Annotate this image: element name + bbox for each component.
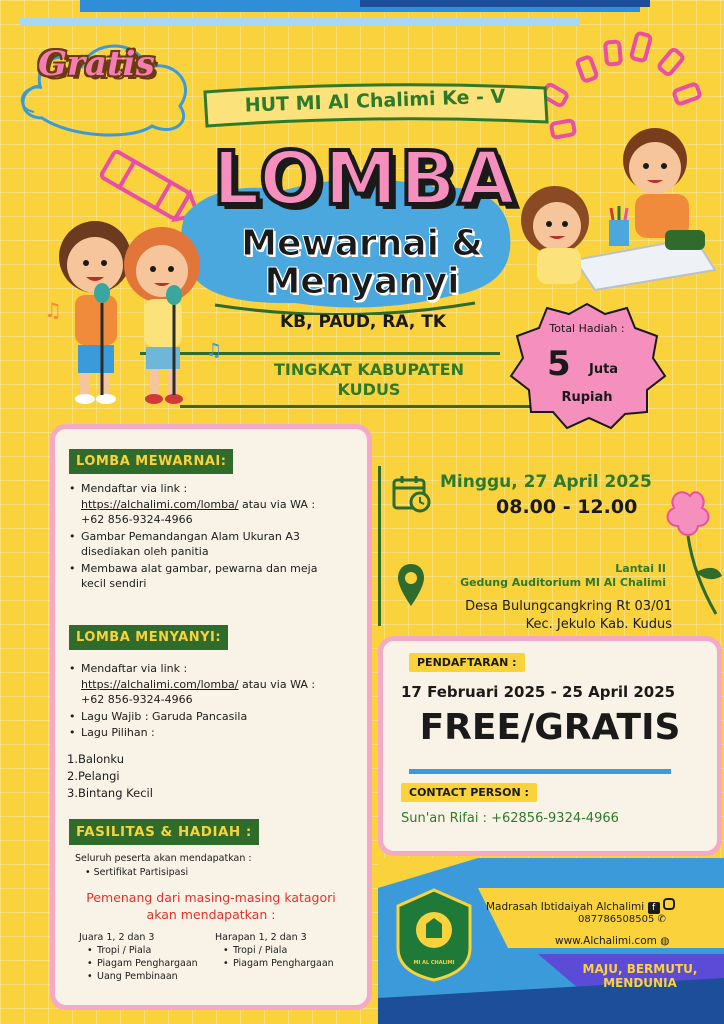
contact-person: Sun'an Rifai : +62856-9324-4966 — [401, 811, 619, 826]
globe-icon: ◍ — [660, 935, 670, 947]
prize-badge — [507, 300, 667, 430]
ribbon-banner — [195, 80, 555, 130]
mewarnai-item-paper: • Gambar Pemandangan Alam Ukuran A3 disediakan oleh panitia — [69, 529, 359, 560]
school-website: www.Alchalimi.com ◍ — [555, 935, 670, 947]
top-stripe-light — [20, 18, 580, 26]
singing-children-illustration — [40, 205, 200, 415]
panel-divider — [409, 769, 671, 774]
mewarnai-heading: LOMBA MEWARNAI: — [69, 449, 233, 474]
menyanyi-item-wajib: • Lagu Wajib : Garuda Pancasila — [69, 709, 359, 725]
juara-heading: Juara 1, 2 dan 3 — [79, 932, 155, 943]
facebook-icon[interactable]: f — [648, 902, 660, 914]
school-motto: MAJU, BERMUTU, MENDUNIA — [582, 962, 698, 990]
whatsapp-icon[interactable]: ✆ — [657, 914, 666, 925]
tingkat-line-2: KUDUS — [337, 380, 401, 399]
harapan-item: • Piagam Penghargaan — [215, 957, 334, 970]
school-phone: 087786508505 ✆ — [578, 914, 666, 925]
music-note-icon-2: ♫ — [206, 340, 223, 361]
top-stripe-dark — [360, 0, 650, 7]
tingkat-line-1: TINGKAT KABUPATEN — [273, 360, 464, 379]
instagram-icon[interactable] — [663, 898, 675, 910]
mewarnai-item-tools: • Membawa alat gambar, pewarna dan meja kecil sendiri — [69, 561, 359, 592]
winner-text: Pemenang dari masing-masing katagori akan mendapatkan : — [86, 890, 336, 922]
menyanyi-phone: +62 856-9324-4966 — [81, 693, 193, 706]
school-logo-emblem — [392, 888, 476, 982]
prize-amount: 5 — [547, 344, 571, 384]
fasilitas-heading: FASILITAS & HADIAH : — [69, 819, 259, 845]
event-date: Minggu, 27 April 2025 — [440, 472, 652, 492]
registration-panel — [378, 636, 722, 856]
menyanyi-item-pilihan: • Lagu Pilihan : — [69, 725, 359, 741]
address-line-1: Desa Bulungcangkring Rt 03/01 — [465, 599, 672, 614]
school-logo — [392, 888, 476, 982]
event-time: 08.00 - 12.00 — [496, 496, 638, 518]
menyanyi-item-register: • Mendaftar via link : https://alchalimi.com/lomba/ atau via WA : +62 856-9324-4966 — [69, 661, 359, 708]
venue-building: Gedung Auditorium MI Al Chalimi — [460, 576, 666, 589]
song-list — [67, 751, 153, 802]
registration-fee: FREE/GRATIS — [419, 707, 681, 748]
title-mewarnai-menyanyi — [212, 225, 512, 301]
all-participants-item: • Sertifikat Partisipasi — [85, 867, 189, 878]
prize-currency: Rupiah — [561, 390, 613, 405]
event-venue — [430, 562, 666, 590]
logo-text: MI AL CHALIMI — [413, 960, 455, 966]
title-line-2: Menyanyi — [264, 261, 460, 302]
song-item: 2.Pelangi — [67, 769, 120, 783]
harapan-list — [215, 931, 334, 970]
mewarnai-link[interactable]: https://alchalimi.com/lomba/ — [81, 497, 239, 511]
contact-label: CONTACT PERSON : — [401, 783, 537, 802]
school-name: Madrasah Ibtidaiyah Alchalimi f — [486, 898, 675, 914]
coloring-children-illustration — [515, 120, 724, 295]
juara-item: • Piagam Penghargaan — [79, 957, 198, 970]
harapan-heading: Harapan 1, 2 dan 3 — [215, 932, 307, 943]
event-address — [420, 598, 672, 634]
mewarnai-phone: +62 856-9324-4966 — [81, 513, 193, 526]
ribbon-text: HUT MI Al Chalimi Ke - V — [244, 85, 506, 117]
tingkat-text — [228, 360, 510, 400]
menyanyi-link[interactable]: https://alchalimi.com/lomba/ — [81, 677, 239, 691]
badge-shape — [507, 300, 667, 430]
divider-line — [378, 466, 381, 626]
all-participants-label: Seluruh peserta akan mendapatkan : — [75, 853, 252, 864]
gratis-cloud — [12, 28, 202, 138]
address-line-2: Kec. Jekulo Kab. Kudus — [525, 617, 672, 632]
juara-item: • Tropi / Piala — [79, 944, 198, 957]
juara-list — [79, 931, 198, 983]
registration-dates: 17 Februari 2025 - 25 April 2025 — [401, 683, 676, 701]
music-note-icon: ♫ — [44, 298, 62, 322]
venue-floor: Lantai II — [615, 562, 666, 575]
title-lomba: LOMBA — [212, 136, 518, 222]
song-item: 3.Bintang Kecil — [67, 786, 153, 800]
menyanyi-heading: LOMBA MENYANYI: — [69, 625, 228, 650]
mewarnai-list — [69, 481, 359, 593]
levels-text: KB, PAUD, RA, TK — [279, 312, 447, 332]
flower-icon — [660, 486, 724, 616]
gratis-label: Gratis — [38, 44, 155, 84]
harapan-item: • Tropi / Piala — [215, 944, 334, 957]
song-item: 1.Balonku — [67, 752, 125, 766]
calendar-icon — [392, 474, 432, 514]
juara-item: • Uang Pembinaan — [79, 970, 198, 983]
competition-details-panel — [50, 424, 372, 1010]
menyanyi-list — [69, 661, 359, 742]
registration-label: PENDAFTARAN : — [409, 653, 525, 672]
prize-unit: Juta — [589, 362, 619, 377]
tingkat-line-bottom — [180, 405, 550, 408]
prize-label: Total Hadiah : — [549, 322, 625, 335]
mewarnai-item-register: • Mendaftar via link : https://alchalimi.com/lomba/ atau via WA : +62 856-9324-4966 — [69, 481, 359, 528]
title-line-1: Mewarnai & — [241, 223, 483, 264]
